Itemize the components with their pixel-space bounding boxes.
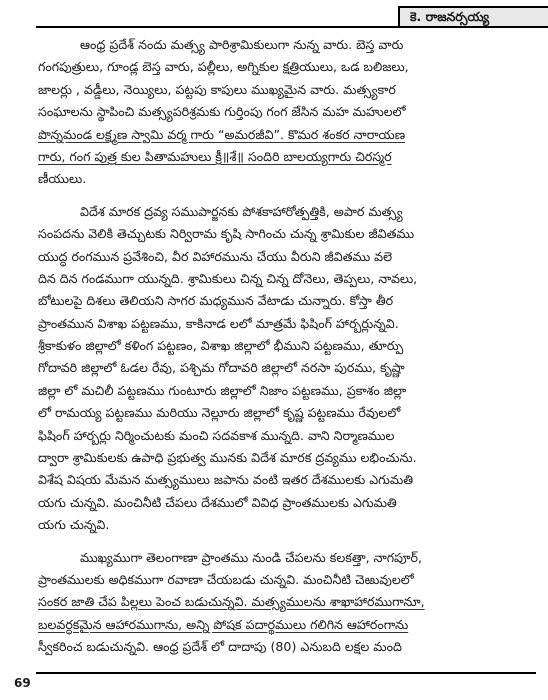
- text-line: ద్వారా శ్రామికులకు ఉపాధి ప్రభుత్వ మునకు విదేశ మారక ద్రవ్యము లభించును.: [38, 450, 417, 466]
- text-line: జిల్లా లో మచిలీ పట్టణము గుంటూరు జిల్లాలో నిజాం పట్టణము, ప్రకాశం జిల్లా: [38, 382, 407, 398]
- text-line: సంపదను వెలికి తెచ్చుటకు నిర్విరామ కృషి సాగించు చున్న శ్రామికుల జీవితము: [38, 226, 415, 242]
- text-line: స్వీకరించ బడుచున్నవి. ఆంధ్ర ప్రదేశ్ లో దాదాపు (80) ఎనుబది లక్షల మంది: [38, 639, 402, 655]
- text-line: బోటులపై దిశలు తెలియని సాగర మధ్యమున వేటాడు చున్నారు. కోస్తా తీర: [38, 293, 394, 309]
- header-rule: [36, 26, 398, 28]
- paragraph-gap: [38, 191, 538, 201]
- author-name: కె. రాజనర్సయ్య: [410, 9, 490, 24]
- text-line: విశేష విషయ మేమన మత్స్యములు జపాను వంటి ఇతర దేశములకు ఎగుమతి: [38, 472, 414, 488]
- text-line: సంఘాలను స్థాపించి మత్స్యపరిశ్రమకు గుర్తింపు గంగ జేసిన మహ మహులలో: [38, 104, 406, 120]
- text-line-underlined: గారు, గంగ పుత్ర కుల పితామహులు క్రీ॥శే॥ సందిరి బాలయ్యగారు చిరస్మర: [38, 148, 392, 164]
- body-text: [38, 34, 538, 659]
- text-line-underlined: పొన్నమండ లక్ష్మణ స్వామి వర్మ గారు “అమరజీవి”. కొమర శంకర నారాయణ: [38, 126, 406, 142]
- text-line: విదేశ మారక ద్రవ్య సముపార్జనకు పోశకాహారోత్పత్తికి, అపార మత్స్య: [80, 203, 403, 219]
- text-line: గంగపుత్రులు, గూండ్ల బెస్త వారు, పల్లీలు, అగ్నికుల క్షత్రియులు, ఒడ బలిజలు,: [38, 59, 409, 75]
- text-line: ముఖ్యముగా తెలంగాణా ప్రాంతము నుండి చేపలను కలకత్తా, నాగపూర్,: [80, 549, 422, 565]
- text-line: లో రామయ్య పట్టణము మరియు నెల్లూరు జిల్లాలో కృష్ణ పట్టణము రేవులలో: [38, 405, 401, 421]
- text-line: శ్రీకాకుళం జిల్లాలో కళింగ పట్టణం, విశాఖ జిల్లాలో భీముని పట్టణము, తూర్పు: [38, 338, 404, 354]
- text-line-underlined: సంకర జాతి చేప పిల్లలు పెంచ బడుచున్నవి. మత్స్యములను శాఖాహారముగానూ,: [38, 594, 425, 610]
- page-number: 69: [14, 676, 31, 690]
- text-line: గోదావరి జిల్లాలో ఓడల రేవు, పశ్చిమ గోదావరి జిల్లాలో నరసా పురము, కృష్ణా: [38, 360, 405, 376]
- text-line: యగు చున్నవి. మంచినీటి చేపలు దేశములో వివిధ ప్రాంతములకు ఎగుమతి: [38, 494, 397, 510]
- text-line: ఆంధ్ర ప్రదేశ్ నందు మత్స్య పారిశ్రామికులుగా నున్న వారు. బెస్త వారు: [80, 37, 404, 52]
- text-line: యగు చున్నవి.: [38, 517, 110, 533]
- text-line: ప్రాంతములకు అధికముగా రవాణా చేయబడు చున్నవి. మంచినీటి చెఱువులలో: [38, 571, 414, 587]
- footer-rule: [36, 672, 536, 674]
- text-line: దిన దిన గండముగా యున్నది. శ్రామికులు చిన్న చిన్న దోనెలు, తెప్పలు, నావలు,: [38, 270, 418, 286]
- paragraph-gap: [38, 537, 538, 547]
- text-line: యుద్ధ రంగమున ప్రవేశించి, వీర విహారమును చేయు వీరుని జీవితము వలె: [38, 248, 393, 264]
- text-line: జాలర్లు , వడ్డీలు, నెయ్యిలు, పట్టపు కాపులు ముఖ్యమైన వారు. మత్స్యకార: [38, 81, 396, 97]
- text-line-underlined: బలవర్ధకమైన ఆహారముగాను, అన్ని పోషక పదార్థములు గలిగిన ఆహారంగాను: [38, 616, 409, 632]
- text-line: ణీయులు.: [38, 171, 87, 187]
- text-line: ఫిషింగ్ హార్బర్లు నిర్మించుటకు మంచి సదవకాశ మున్నది. వాని నిర్మాణముల: [38, 427, 395, 443]
- text-line: ప్రాంతమున విశాఖ పట్టణము, కాకినాడ లలో మాత్రమే ఫిషింగ్ హార్బర్లున్నవి.: [38, 315, 399, 331]
- running-header-author: [398, 6, 548, 28]
